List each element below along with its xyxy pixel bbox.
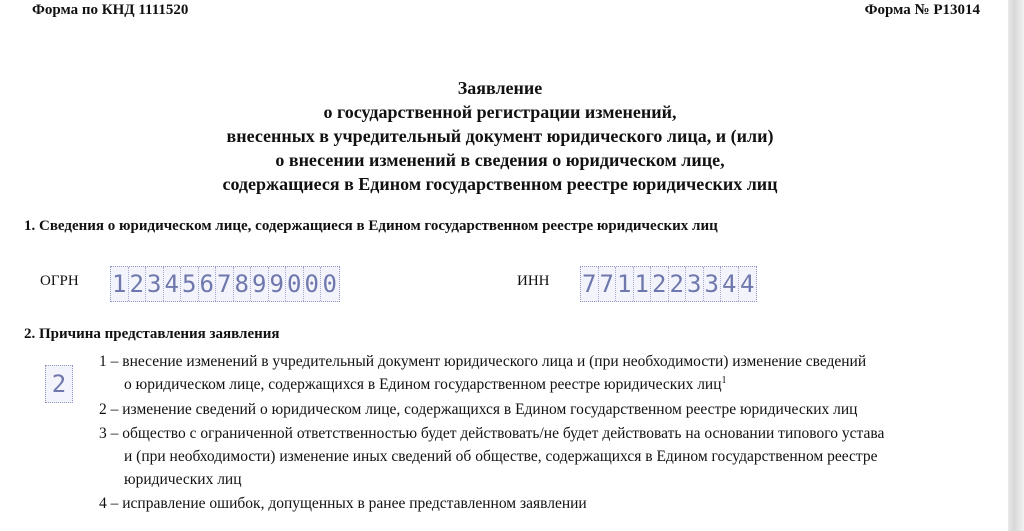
digit-cell[interactable]: 0 bbox=[304, 267, 322, 301]
reason-option-text: и (при необходимости) изменение иных сведений об обществе, содержащихся в Едином государственном реестре bbox=[124, 448, 878, 465]
title-line: внесенных в учредительный документ юридического лица, и (или) bbox=[226, 126, 774, 146]
reason-option-text: 4 – исправление ошибок, допущенных в ранее представленном заявлении bbox=[99, 495, 587, 512]
ogrn-input[interactable] bbox=[110, 266, 340, 302]
digit-cell[interactable]: 9 bbox=[269, 267, 287, 301]
reason-option-text: о юридическом лице, содержащихся в Едином государственном реестре юридических лиц bbox=[124, 376, 722, 393]
reason-option-text: 1 – внесение изменений в учредительный документ юридического лица и (при необходимости) изменение сведений bbox=[99, 353, 867, 370]
inn-label: ИНН bbox=[517, 273, 550, 289]
form-number-label: Форма № Р13014 bbox=[864, 2, 980, 18]
digit-cell[interactable]: 1 bbox=[634, 267, 652, 301]
digit-cell[interactable]: 7 bbox=[599, 267, 617, 301]
title-line: о внесении изменений в сведения о юридическом лице, bbox=[275, 150, 725, 170]
section-1-heading: 1. Сведения о юридическом лице, содержащиеся в Едином государственном реестре юридических лиц bbox=[24, 218, 718, 234]
title-line: содержащиеся в Едином государственном реестре юридических лиц bbox=[222, 174, 778, 194]
reason-option-text: 3 – общество с ограниченной ответственностью будет действовать/не будет действовать на основании типового устава bbox=[99, 425, 885, 442]
page-edge-shadow bbox=[1008, 0, 1024, 531]
digit-cell[interactable]: 7 bbox=[216, 267, 234, 301]
digit-cell[interactable]: 3 bbox=[146, 267, 164, 301]
reason-option-text: юридических лиц bbox=[124, 471, 242, 488]
inn-input[interactable] bbox=[580, 266, 757, 302]
digit-cell[interactable]: 3 bbox=[704, 267, 722, 301]
reason-option-text-cont bbox=[99, 373, 866, 396]
digit-cell[interactable]: 1 bbox=[616, 267, 634, 301]
digit-cell[interactable]: 2 bbox=[669, 267, 687, 301]
digit-cell[interactable]: 5 bbox=[181, 267, 199, 301]
digit-cell[interactable]: 1 bbox=[111, 267, 129, 301]
reason-option-3 bbox=[99, 422, 884, 491]
title-line: Заявление bbox=[457, 78, 543, 98]
digit-cell[interactable]: 2 bbox=[651, 267, 669, 301]
form-knd-label: Форма по КНД 1111520 bbox=[32, 2, 189, 18]
document-title bbox=[0, 76, 1000, 196]
digit-cell[interactable]: 2 bbox=[129, 267, 147, 301]
footnote-mark: 1 bbox=[721, 374, 727, 386]
digit-cell[interactable]: 9 bbox=[251, 267, 269, 301]
reason-option-1 bbox=[99, 350, 866, 396]
digit-cell[interactable]: 4 bbox=[721, 267, 739, 301]
reason-option-text: 2 – изменение сведений о юридическом лице, содержащихся в Едином государственном реестре юридических лиц bbox=[99, 401, 858, 418]
section-2-heading: 2. Причина представления заявления bbox=[24, 326, 280, 342]
digit-cell[interactable]: 0 bbox=[286, 267, 304, 301]
digit-cell[interactable]: 8 bbox=[234, 267, 252, 301]
digit-cell[interactable]: 7 bbox=[581, 267, 599, 301]
digit-cell[interactable]: 3 bbox=[686, 267, 704, 301]
reason-option-4 bbox=[99, 492, 587, 515]
reason-option-2 bbox=[99, 398, 857, 421]
digit-cell[interactable]: 4 bbox=[164, 267, 182, 301]
digit-cell[interactable]: 0 bbox=[322, 270, 337, 298]
title-line: о государственной регистрации изменений, bbox=[323, 102, 677, 122]
digit-cell[interactable]: 6 bbox=[199, 267, 217, 301]
reason-code-input[interactable]: 2 bbox=[45, 365, 73, 403]
ogrn-label: ОГРН bbox=[40, 273, 79, 289]
digit-cell[interactable]: 4 bbox=[740, 270, 755, 298]
